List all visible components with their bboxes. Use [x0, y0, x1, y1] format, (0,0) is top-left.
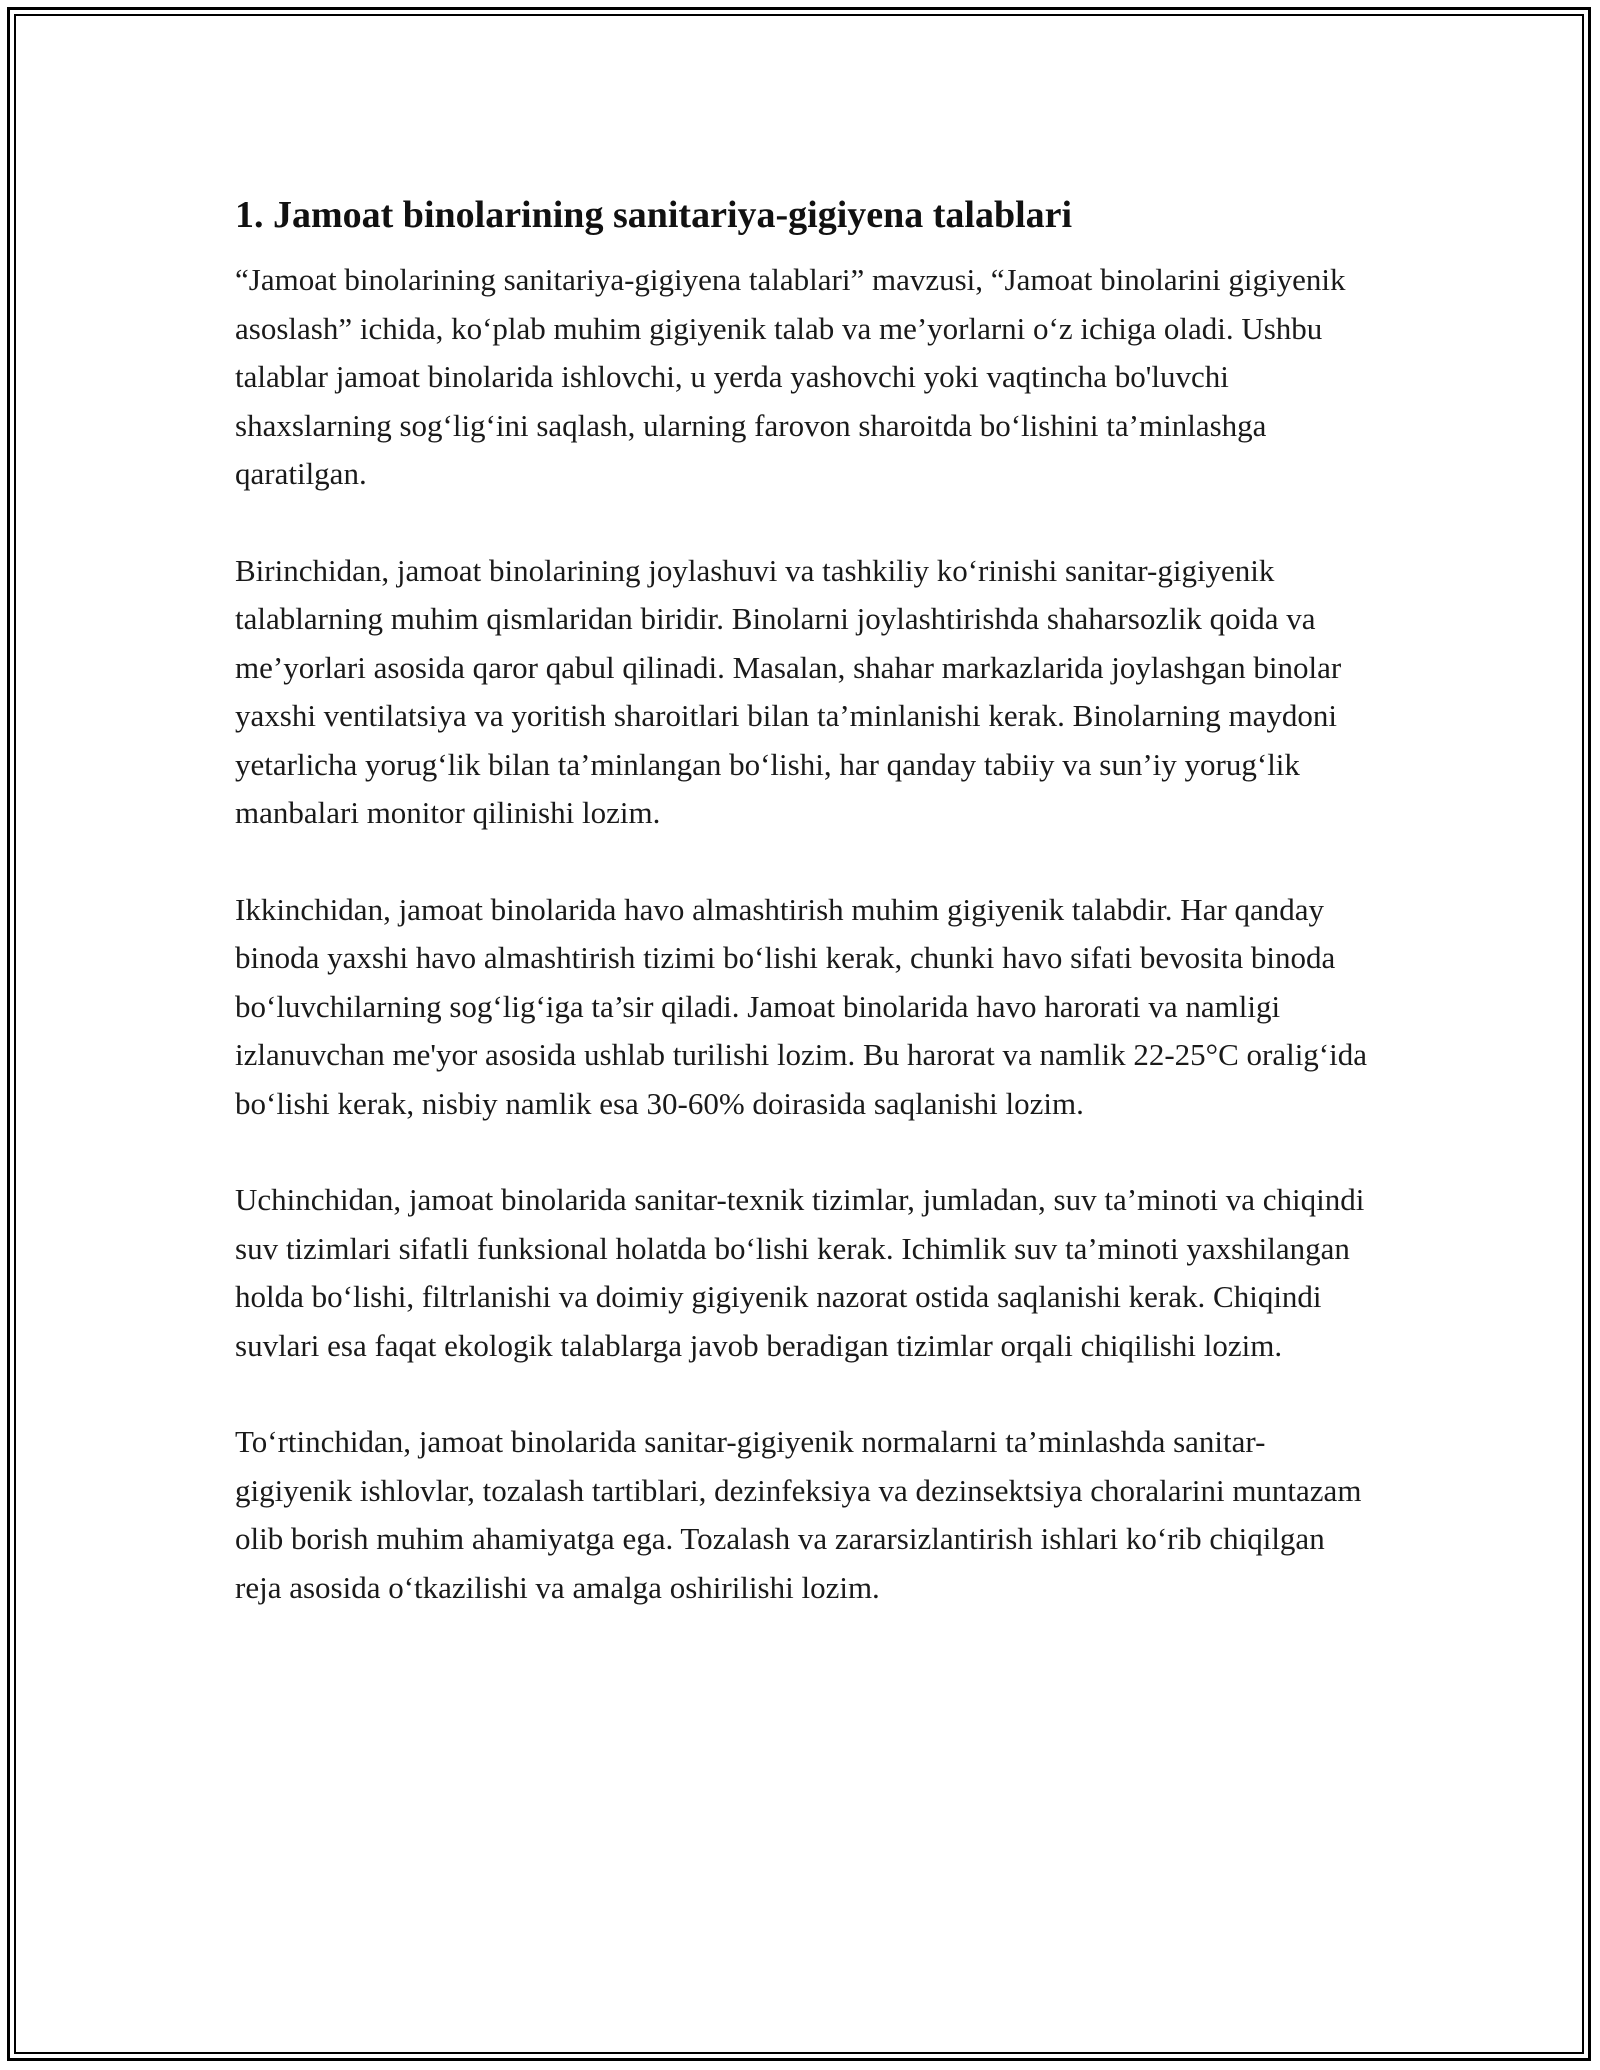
paragraph-first: Birinchidan, jamoat binolarining joylashuvi va tashkiliy ko‘rinishi sanitar-gigiyenik talablarning muhim qismlaridan biridir. Binolarni joylashtirishda shaharsozlik qoida va me’yorlari asosida qaror qabul qilinadi. Masalan, shahar markazlarida joylashgan binolar yaxshi ventilatsiya va yoritish sharoitlari bilan ta’minlanishi kerak. Binolarning maydoni yetarlicha yorug‘lik bilan ta’minlangan bo‘lishi, har qanday tabiiy va sun’iy yorug‘lik manbalari monitor qilinishi lozim. [235, 552, 1342, 830]
paragraph-third: Uchinchidan, jamoat binolarida sanitar-texnik tizimlar, jumladan, suv ta’minoti va chiqindi suv tizimlari sifatli funksional holatda bo‘lishi kerak. Ichimlik suv ta’minoti yaxshilangan holda bo‘lishi, filtrlanishi va doimiy gigiyenik nazorat ostida saqlanishi kerak. Chiqindi suvlari esa faqat ekologik talablarga javob beradigan tizimlar orqali chiqilishi lozim. [235, 1182, 1365, 1363]
document-body [235, 186, 1375, 1660]
paragraph-fourth: To‘rtinchidan, jamoat binolarida sanitar-gigiyenik normalarni ta’minlashda sanitar-gigiyenik ishlovlar, tozalash tartiblari, dezinfeksiya va dezinsektsiya choralarini muntazam olib borish muhim ahamiyatga ega. Tozalash va zararsizlantirish ishlari ko‘rib chiqilgan reja asosida o‘tkazilishi va amalga oshirilishi lozim. [235, 1424, 1362, 1605]
paragraph-intro: “Jamoat binolarining sanitariya-gigiyena talablari” mavzusi, “Jamoat binolarini gigiyenik asoslash” ichida, ko‘plab muhim gigiyenik talab va me’yorlarni o‘z ichiga oladi. Ushbu talablar jamoat binolarida ishlovchi, u yerda yashovchi yoki vaqtincha bo'luvchi shaxslarning sog‘lig‘ini saqlash, ularning farovon sharoitda bo‘lishini ta’minlashga qaratilgan. [235, 262, 1346, 491]
paragraph-second: Ikkinchidan, jamoat binolarida havo almashtirish muhim gigiyenik talabdir. Har qanday binoda yaxshi havo almashtirish tizimi bo‘lishi kerak, chunki havo sifati bevosita binoda bo‘luvchilarning sog‘lig‘iga ta’sir qiladi. Jamoat binolarida havo harorati va namligi izlanuvchan me'yor asosida ushlab turilishi lozim. Bu harorat va namlik 22-25°C oralig‘ida bo‘lishi kerak, nisbiy namlik esa 30-60% doirasida saqlanishi lozim. [235, 891, 1367, 1121]
document-title: 1. Jamoat binolarining sanitariya-gigiyena talablari [235, 194, 1073, 236]
